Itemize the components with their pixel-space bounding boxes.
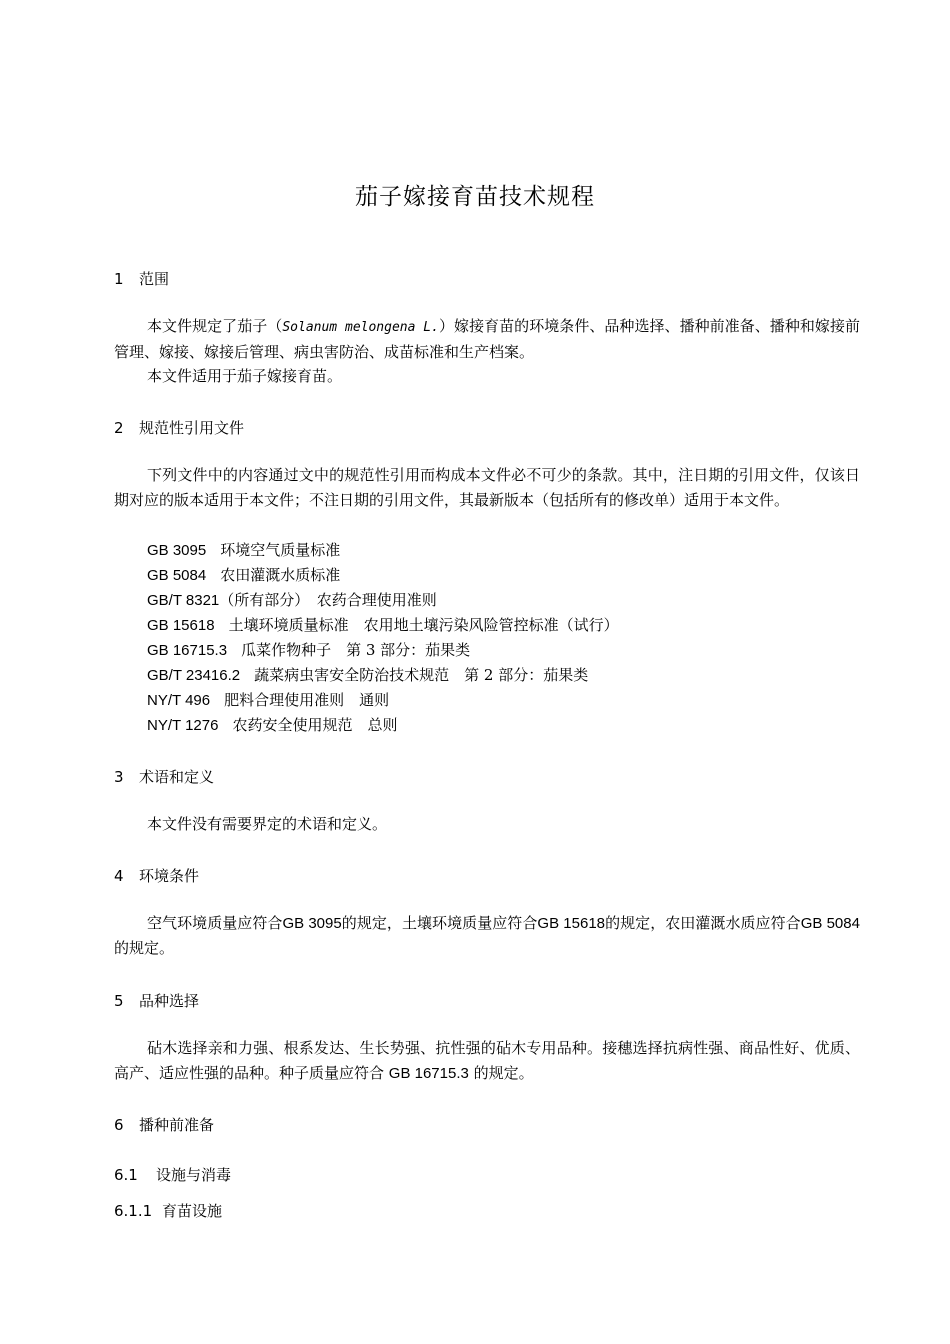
reference-name: 农田灌溉水质标准: [220, 566, 341, 584]
section-4-heading: [114, 865, 199, 886]
species-name: Solanum melongena L.: [282, 320, 439, 335]
section-number: 6.1: [114, 1166, 138, 1184]
reference-item: [147, 714, 397, 735]
section-title: 设施与消毒: [156, 1166, 232, 1184]
text-run: ）嫁接育苗的环境条件、品种选择、播种前准备、播种和嫁接前管理、嫁接、嫁接后管理、病虫害防治、成苗标准和生产档案。: [114, 317, 860, 361]
section-1-paragraph-1: [114, 314, 860, 365]
text-run: 砧木选择亲和力强、根系发达、生长势强、抗性强的砧木专用品种。接穗选择抗病性强、商品性好、优质、高产、适应性强的品种。种子质量应符合: [114, 1039, 860, 1082]
section-title: 环境条件: [139, 867, 200, 885]
text-run: 的规定。: [114, 939, 175, 957]
reference-code: GB/T 8321: [147, 592, 220, 609]
reference-name: 环境空气质量标准: [220, 541, 341, 559]
reference-name: 蔬菜病虫害安全防治技术规范 第 2 部分：茄果类: [254, 666, 589, 684]
section-2-paragraph-1: 下列文件中的内容通过文中的规范性引用而构成本文件必不可少的条款。其中，注日期的引用文件，仅该日期对应的版本适用于本文件；不注日期的引用文件，其最新版本（包括所有的修改单）适用于本文件。: [114, 466, 860, 509]
reference-name: 瓜菜作物种子 第 3 部分：茄果类: [241, 641, 471, 659]
document-title: 茄子嫁接育苗技术规程: [355, 184, 595, 210]
section-number: 5: [114, 992, 124, 1010]
reference-code: GB 15618: [147, 617, 215, 634]
reference-item: [147, 614, 619, 635]
reference-item: [147, 589, 437, 610]
reference-item: [147, 539, 340, 560]
section-1-heading: [114, 268, 169, 289]
reference-item: [147, 639, 470, 660]
reference-item: [147, 664, 588, 685]
text-run: 本文件规定了茄子（: [147, 317, 283, 335]
section-6-heading: [114, 1114, 214, 1135]
section-title: 范围: [139, 270, 170, 288]
standard-code: GB 5084: [800, 915, 860, 932]
reference-code: GB 5084: [147, 567, 207, 584]
reference-code: GB 3095: [147, 542, 207, 559]
text-run: 的规定，农田灌溉水质应符合: [605, 914, 801, 932]
reference-code: NY/T 1276: [147, 717, 219, 734]
standard-code: GB 16715.3: [388, 1065, 469, 1082]
section-6-1-1-heading: [114, 1200, 222, 1221]
section-4-paragraph-1: [114, 911, 860, 961]
section-number: 3: [114, 768, 124, 786]
section-title: 规范性引用文件: [139, 419, 245, 437]
text-run: 的规定，土壤环境质量应符合: [341, 914, 538, 932]
reference-item: [147, 689, 389, 710]
section-number: 4: [114, 867, 124, 885]
reference-name: 肥料合理使用准则 通则: [224, 691, 390, 709]
section-5-heading: [114, 990, 199, 1011]
section-3-paragraph-1: 本文件没有需要界定的术语和定义。: [147, 815, 388, 833]
reference-code: NY/T 496: [147, 692, 211, 709]
standard-code: GB 15618: [537, 915, 606, 932]
reference-item: [147, 564, 340, 585]
section-number: 6.1.1: [114, 1202, 153, 1220]
reference-name: 土壤环境质量标准 农用地土壤污染风险管控标准（试行）: [228, 616, 619, 634]
section-number: 1: [114, 270, 124, 288]
reference-code: GB/T 23416.2: [147, 667, 241, 684]
section-title: 品种选择: [139, 992, 200, 1010]
section-1-paragraph-2: 本文件适用于茄子嫁接育苗。: [147, 367, 343, 385]
section-5-paragraph-1: [114, 1036, 860, 1086]
section-number: 6: [114, 1116, 124, 1134]
section-title: 育苗设施: [162, 1202, 223, 1220]
reference-name: （所有部分） 农药合理使用准则: [219, 591, 437, 609]
section-6-1-heading: [114, 1164, 231, 1185]
standard-code: GB 3095: [282, 915, 342, 932]
section-title: 术语和定义: [139, 768, 215, 786]
reference-name: 农药安全使用规范 总则: [232, 716, 398, 734]
section-number: 2: [114, 419, 124, 437]
section-3-heading: [114, 766, 214, 787]
text-run: 空气环境质量应符合: [147, 914, 283, 932]
section-title: 播种前准备: [139, 1116, 215, 1134]
text-run: 的规定。: [468, 1064, 534, 1082]
section-2-heading: [114, 417, 244, 438]
reference-code: GB 16715.3: [147, 642, 228, 659]
